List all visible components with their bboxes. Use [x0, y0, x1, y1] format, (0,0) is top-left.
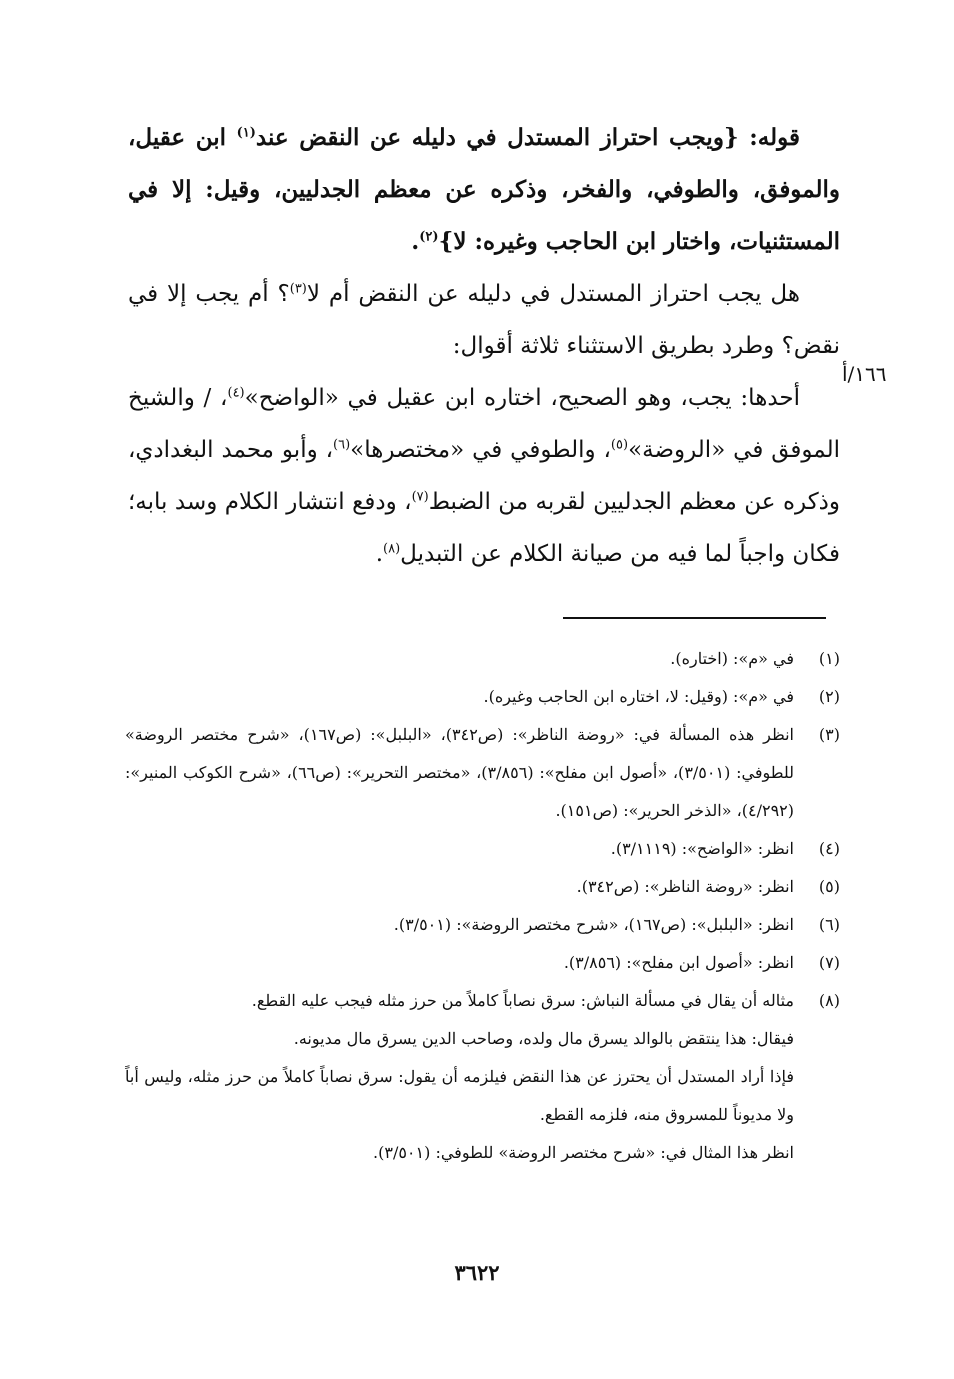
footnote-ref[interactable]: (٢) [419, 229, 439, 245]
footnote-number: (١) [818, 649, 840, 668]
commentary-paragraph [128, 268, 840, 372]
footnote-text [125, 830, 794, 868]
footnote-line: انظر هذا المثال في: «شرح مختصر الروضة» للطوفي: (٣/٥٠١). [373, 1143, 794, 1162]
footnote-line: فيقال: هذا ينتقض بالوالد يسرق مال ولده، وصاحب الدين يسرق مال مديونه. [293, 1029, 794, 1048]
footnote-1 [125, 640, 840, 678]
footnote-text [125, 982, 794, 1172]
footnote-ref[interactable]: (٨) [383, 541, 401, 557]
footnote-number: (٥) [818, 877, 840, 896]
text-run: ؟ أم يجب إلا في نقض؟ وطرد بطريق الاستثناء ثلاثة أقوال: [128, 281, 840, 359]
footnote-text [125, 640, 794, 678]
footnote-text [125, 716, 794, 830]
footnote-line: في «م»: (اختاره). [670, 649, 794, 668]
footnote-text [125, 678, 794, 716]
text-run: هل يجب احتراز المستدل في دليله عن النقض أم لا [306, 281, 800, 307]
footnote-ref[interactable]: (٤) [227, 385, 245, 401]
footnote-line: في «م»: (وقيل: لا، اختاره ابن الحاجب وغيره). [483, 687, 794, 706]
footnote-number: (٣) [818, 725, 840, 744]
footnote-separator [563, 617, 826, 619]
footnote-number: (٨) [818, 991, 840, 1010]
footnote-ref[interactable]: (١) [236, 125, 256, 141]
commentary-paragraph [128, 372, 840, 580]
text-run: . [411, 228, 420, 255]
footnote-7 [125, 944, 840, 982]
footnote-text [125, 868, 794, 906]
text-run: ، ودفع انتشار الكلام وسد بابه؛ فكان واجباً لما فيه من صيانة الكلام عن التبديل [128, 489, 840, 567]
footnote-number: (٦) [818, 915, 840, 934]
text-run: . [375, 541, 384, 567]
footnote-number: (٢) [818, 687, 840, 706]
text-run: قوله: {ويجب احتراز المستدل في دليله عن النقض عند [255, 124, 800, 151]
main-text [128, 112, 840, 580]
footnote-number: (٤) [818, 839, 840, 858]
text-run: ، / والشيخ الموفق في «الروضة» [128, 385, 840, 463]
page-number: ٣٦٢٢ [454, 1260, 500, 1285]
footnote-4 [125, 830, 840, 868]
footnote-line: فإذا أراد المستدل أن يحترز عن هذا النقض فيلزمه أن يقول: سرق نصاباً كاملاً من حرز مثله، وليس أباً ولا مديوناً للمسروق منه، فلزمه القطع. [125, 1067, 794, 1124]
footnotes [125, 640, 840, 1172]
footnote-8 [125, 982, 840, 1172]
footnote-3 [125, 716, 840, 830]
footnote-number: (٧) [818, 953, 840, 972]
footnote-line: مثاله أن يقال في مسألة النباش: سرق نصاباً كاملاً من حرز مثله فيجب عليه القطع. [251, 991, 794, 1010]
footnote-5 [125, 868, 840, 906]
footnote-ref[interactable]: (٦) [333, 437, 351, 453]
footnote-line: انظر: «البلبل»: (ص١٦٧)، «شرح مختصر الروضة»: (٣/٥٠١). [393, 915, 794, 934]
footnote-ref[interactable]: (٥) [610, 437, 629, 453]
text-run: أحدها: يجب، وهو الصحيح، اختاره ابن عقيل في «الواضح» [244, 385, 801, 411]
quoted-paragraph [128, 112, 840, 268]
footnote-line: انظر هذه المسألة في: «روضة الناظر»: (ص٣٤٢)، «البلبل»: (ص١٦٧)، «شرح مختصر الروضة» للطوفي: (٣/٥٠١)، «أصول ابن مفلح»: (٣/٨٥٦)، «مختصر التحرير»: (ص٦٦)، «شرح الكوكب المنير»: (٤/٢٩٢)، «الذخر الحرير»: (ص١٥١). [125, 725, 795, 820]
text-run: ، وأبو محمد البغدادي، وذكره عن معظم الجدليين لقربه من الضبط [128, 437, 840, 515]
footnote-text [125, 944, 794, 982]
footnote-6 [125, 906, 840, 944]
footnote-text [125, 906, 794, 944]
footnote-line: انظر: «أصول ابن مفلح»: (٣/٨٥٦). [563, 953, 794, 972]
footnote-line: انظر: «روضة الناظر»: (ص٣٤٢). [576, 877, 794, 896]
footnote-ref[interactable]: (٣) [289, 281, 307, 297]
manuscript-folio-marker: ١٦٦/أ [842, 362, 887, 386]
footnote-ref[interactable]: (٧) [411, 489, 429, 505]
footnote-line: انظر: «الواضح»: (٣/١١١٩). [610, 839, 794, 858]
footnote-2 [125, 678, 840, 716]
text-run: ابن عقيل، والموفق، والطوفي، والفخر، وذكره عن معظم الجدليين، وقيل: إلا في المستثنيات، واختار ابن الحاجب وغيره: لا} [128, 124, 840, 255]
text-run: ، والطوفي في «مختصرها» [350, 437, 611, 463]
